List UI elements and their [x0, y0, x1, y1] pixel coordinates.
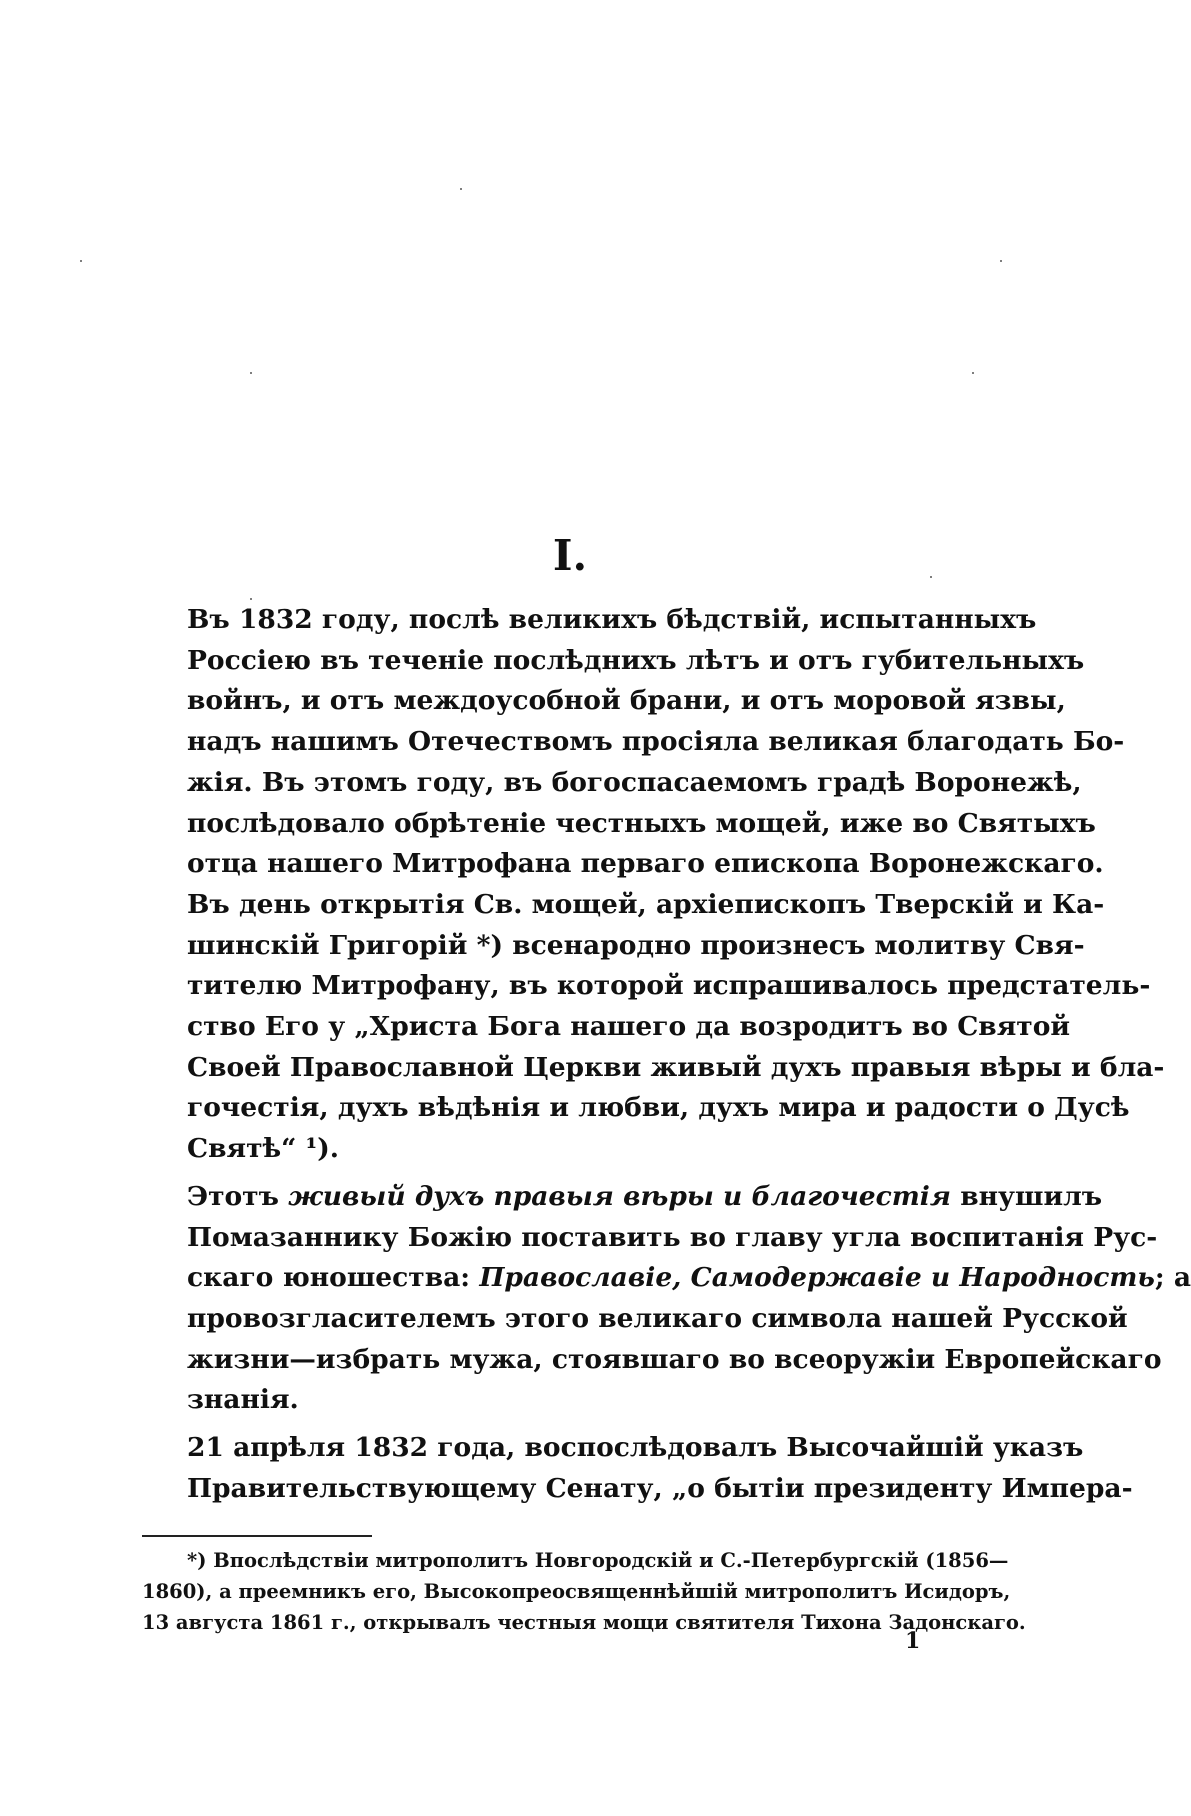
speck — [250, 372, 252, 374]
text-line: Въ 1832 году, послѣ великихъ бѣдствій, испытанныхъ — [187, 604, 1037, 635]
text-line: тителю Митрофану, въ которой испрашивалось предстатель- — [187, 970, 1151, 1002]
text-line: Этотъ живый духъ правыя вѣры и благочестія внушилъ — [187, 1180, 1103, 1212]
footnote-line: 13 августа 1861 г., открывалъ честныя мощи святителя Тихона Задонскаго. — [142, 1611, 1026, 1634]
speck — [80, 260, 82, 262]
text-line: послѣдовало обрѣтеніе честныхъ мощей, иже во Святыхъ — [187, 807, 1096, 839]
text-line: ство Его у „Христа Бога нашего да возродитъ во Святой — [187, 1011, 1071, 1043]
text-line: Въ день открытія Св. мощей, архіепископъ Тверскій и Ка- — [187, 888, 1105, 920]
text-line: войнъ, и отъ междоусобной брани, и отъ моровой язвы, — [187, 685, 1066, 717]
text-line: Святѣ“ ¹). — [187, 1133, 339, 1165]
text-line: жія. Въ этомъ году, въ богоспасаемомъ градѣ Воронежѣ, — [187, 766, 1082, 798]
text-line: надъ нашимъ Отечествомъ просіяла великая благодать Бо- — [187, 726, 1125, 758]
speck — [972, 372, 974, 374]
text-line: Россіею въ теченіе послѣднихъ лѣтъ и отъ губительныхъ — [187, 644, 1085, 676]
body-text — [142, 600, 1191, 1516]
emphasized-text: Православіе, Самодержавіе и Народность — [479, 1262, 1155, 1294]
text-line: Правительствующему Сенату, „о бытіи президенту Импера- — [187, 1472, 1133, 1504]
text-line: отца нашего Митрофана перваго епископа Воронежскаго. — [187, 848, 1104, 880]
text-line: гочестія, духъ вѣдѣнія и любви, духъ мира и радости о Дусѣ — [187, 1092, 1130, 1124]
footnotes — [142, 1545, 1026, 1638]
text-line: знанія. — [187, 1384, 299, 1416]
text-line: жизни—избрать мужа, стоявшаго во всеоружіи Европейскаго — [187, 1343, 1162, 1375]
text-line: провозгласителемъ этого великаго символа нашей Русской — [187, 1302, 1128, 1334]
speck — [1000, 260, 1002, 262]
text-line: 21 апрѣля 1832 года, воспослѣдовалъ Высочайшій указъ — [187, 1432, 1084, 1464]
page-number: 1 — [905, 1628, 921, 1654]
text-line: шинскій Григорій *) всенародно произнесъ молитву Свя- — [187, 929, 1085, 961]
speck — [460, 188, 462, 190]
paragraph — [142, 1428, 1133, 1509]
paragraph — [142, 1177, 1191, 1421]
text-line: Помазаннику Божію поставить во главу угла воспитанія Рус- — [187, 1221, 1158, 1253]
text-line: скаго юношества: Православіе, Самодержавіе и Народность; а — [187, 1262, 1191, 1294]
emphasized-text: живый духъ правыя вѣры и благочестія — [288, 1180, 951, 1212]
text-line: Своей Православной Церкви живый духъ правыя вѣры и бла- — [187, 1051, 1165, 1083]
chapter-heading: I. — [552, 531, 588, 580]
footnote-divider — [142, 1535, 372, 1537]
footnote-line: *) Впослѣдствіи митрополитъ Новгородскій и С.-Петербургскій (1856— — [187, 1549, 1009, 1572]
footnote — [142, 1545, 1026, 1638]
paragraph — [142, 600, 1165, 1170]
footnote-line: 1860), а преемникъ его, Высокопреосвященнѣйшій митрополитъ Исидоръ, — [142, 1580, 1011, 1603]
